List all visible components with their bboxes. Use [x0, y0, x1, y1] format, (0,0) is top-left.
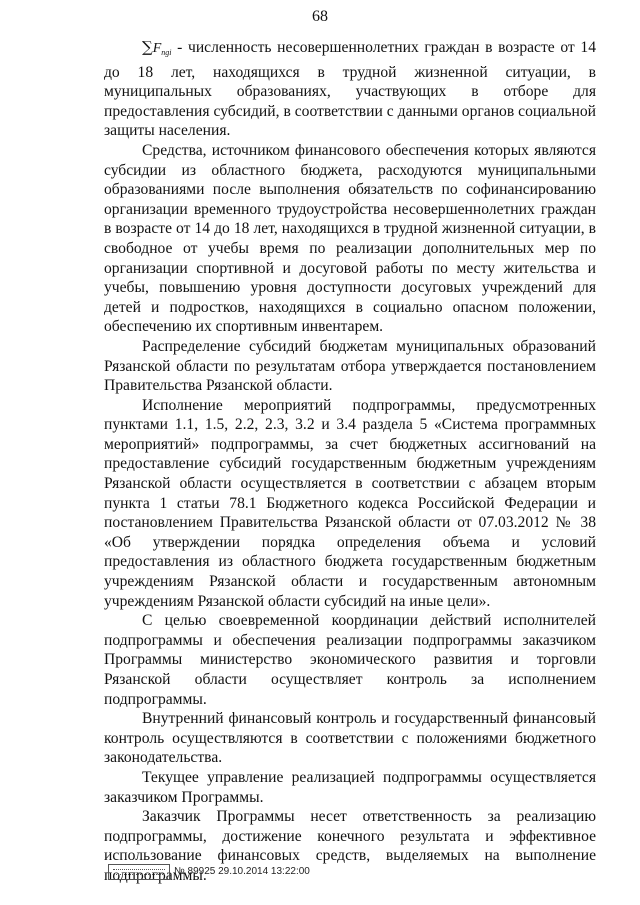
paragraph-coordination: С целью своевременной координации действий исполнителей подпрограммы и обеспечения реализации подпрограммы заказчиком Программы министерство экономического развития и торговли Рязанской области осуществляет контроль за исполнением подпрограммы. — [104, 612, 596, 708]
document-reference: № 89925 29.10.2014 13:22:00 — [174, 866, 310, 877]
paragraph-subsidy-distribution: Распределение субсидий бюджетам муниципальных образований Рязанской области по результатам отбора утверждается постановлением Правительства Рязанской области. — [104, 337, 596, 395]
page-number: 68 — [312, 8, 328, 25]
stamp-line — [113, 874, 165, 875]
formula-subscript: ngi — [161, 48, 172, 57]
paragraph-funding-sources: Средства, источником финансового обеспечения которых являются субсидии из областного бюджета, расходуются муниципальными образованиями после выполнения обязательств по софинансированию организации временного трудоустройства несовершеннолетних граждан в возрасте от 14 до 18 лет, находящихся в трудной жизненной ситуации, в свободное от учебы время по реализации дополнительных мер по организации спортивной и досуговой работы по месту жительства и учебы, повышению уровня доступности досуговых учреждений для детей и подростков, находящихся в социально опасном положении, обеспечению их спортивным инвентарем. — [104, 141, 596, 336]
paragraph-execution-measures: Исполнение мероприятий подпрограммы, предусмотренных пунктами 1.1, 1.5, 2.2, 2.3, 3.2 и 3.4 раздела 5 «Система программных мероприятий» подпрограммы, за счет бюджетных ассигнований на предоставление субсидий государственным бюджетным учреждениям Рязанской области осуществляется в соответствии с абзацем вторым пункта 1 статьи 78.1 Бюджетного кодекса Российской Федерации и постановлением Правительства Рязанской области от 07.03.2012 № 38 «Об утверждении порядка определения объема и условий предоставления из областного бюджета государственным бюджетным учреждениям Рязанской области и государственным автономным учреждениям Рязанской области субсидий на иные цели». — [104, 396, 596, 610]
paragraph-financial-control: Внутренний финансовый контроль и государственный финансовый контроль осуществляются в соответствии с положениями бюджетного законодательства. — [104, 710, 596, 767]
paragraph-text: - численность несовершеннолетних граждан в возрасте от 14 до 18 лет, находящихся в трудной жизненной ситуации, в муниципальных образованиях, участвующих в отборе для предоставления субсидий, в соответствии с данными органов социальной защиты населения. — [104, 39, 596, 140]
stamp-line — [113, 869, 165, 870]
paragraph-current-management: Текущее управление реализацией подпрограммы осуществляется заказчиком Программы. — [104, 768, 596, 806]
paragraph-customer-responsibility: Заказчик Программы несет ответственность за реализацию подпрограммы, достижение конечного результата и эффективное использование финансовых средств, выделяемых на выполнение подпрограммы. — [104, 808, 596, 884]
sigma-symbol: ∑ — [142, 38, 153, 56]
formula-variable: F — [152, 41, 162, 56]
document-body — [104, 38, 596, 886]
paragraph-formula-definition — [104, 38, 596, 141]
registration-stamp — [108, 858, 172, 882]
stamp-frame — [108, 864, 170, 880]
sum-formula — [142, 39, 172, 56]
